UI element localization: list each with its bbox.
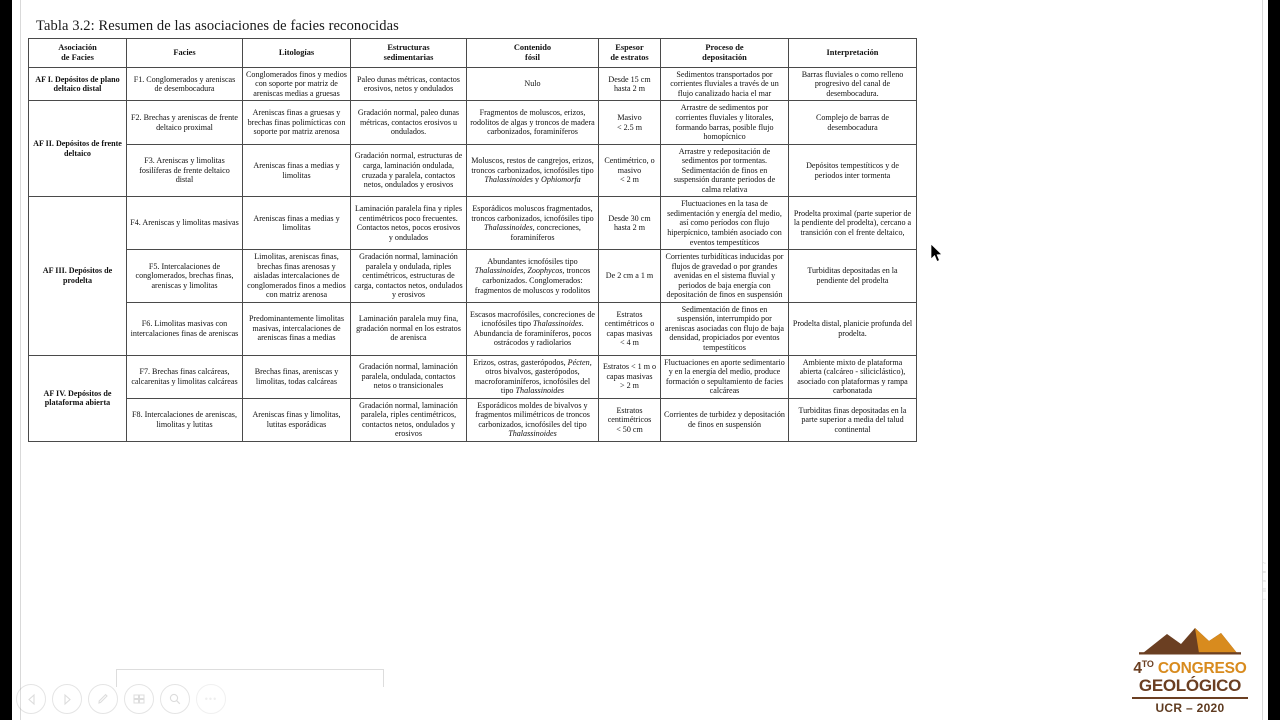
column-header-contenido: Contenido fósil <box>467 39 599 68</box>
espesor-cell: Desde 30 cm hasta 2 m <box>599 197 661 250</box>
presentation-toolbar[interactable] <box>16 684 226 714</box>
column-header-interpretacion: Interpretación <box>789 39 917 68</box>
estructuras-cell: Laminación paralela muy fina, gradación normal en los estratos de arenisca <box>351 302 467 355</box>
litologias-cell: Limolitas, areniscas finas, brechas finas arenosas y aisladas intercalaciones de conglomerados finos a medios con matriz arenosa <box>243 250 351 303</box>
litologias-cell: Areniscas finas a medias y limolitas <box>243 144 351 197</box>
proceso-cell: Fluctuaciones en aporte sedimentario y en la energía del medio, produce formación o sepultamiento de facies calcáreas <box>661 355 789 398</box>
interpretacion-cell: Ambiente mixto de plataforma abierta (calcáreo - siliciclástico), asociado con plataformas y rampa carbonatada <box>789 355 917 398</box>
espesor-cell: Estratos centimétricos < 50 cm <box>599 398 661 441</box>
logo-ordinal-suffix: TO <box>1141 659 1154 669</box>
facies-cell: F1. Conglomerados y areniscas de desembocadura <box>127 67 243 101</box>
more-options-button[interactable] <box>196 684 226 714</box>
table-row <box>29 398 917 441</box>
logo-divider <box>1132 697 1248 699</box>
espesor-cell: Masivo < 2.5 m <box>599 101 661 144</box>
proceso-cell: Arrastre de sedimentos por corrientes fluviales y litorales, formando barras, posible flujo homopícnico <box>661 101 789 144</box>
column-header-litologias: Litologías <box>243 39 351 68</box>
facies-cell: F6. Limolitas masivas con intercalaciones finas de areniscas <box>127 302 243 355</box>
slide-edge-text-fragment: ~ = ≈ ≡ − <box>1262 561 1266 603</box>
table-row <box>29 144 917 197</box>
proceso-cell: Fluctuaciones en la tasa de sedimentación y energía del medio, así como períodos con flujo hiperpícnico, también asociado con eventos tempestíticos <box>661 197 789 250</box>
logo-line2: GEOLÓGICO <box>1138 676 1242 696</box>
slide-guide-right <box>1262 0 1263 720</box>
column-header-asociacion: Asociación de Facies <box>29 39 127 68</box>
facies-summary-table <box>28 38 917 442</box>
espesor-cell: Centimétrico, o masivo < 2 m <box>599 144 661 197</box>
proceso-cell: Corrientes de turbidez y depositación de finos en suspensión <box>661 398 789 441</box>
interpretacion-cell: Turbiditas depositadas en la pendiente del prodelta <box>789 250 917 303</box>
contenido-cell: Esporádicos moldes de bivalvos y fragmentos milimétricos de troncos carbonizados, icnofósiles del tipo Thalassinoides <box>467 398 599 441</box>
contenido-cell: Abundantes icnofósiles tipo Thalassinoides, Zoophycos, troncos carbonizados. Conglomerados: fragmentos de moluscos y rodolitos <box>467 250 599 303</box>
table-row <box>29 101 917 144</box>
estructuras-cell: Gradación normal, laminación paralela, ondulada, contactos netos o transicionales <box>351 355 467 398</box>
espesor-cell: Estratos centimétricos o capas masivas < 4 m <box>599 302 661 355</box>
interpretacion-cell: Barras fluviales o como relleno progresivo del canal de desembocadura. <box>789 67 917 101</box>
contenido-cell: Escasos macrofósiles, concreciones de icnofósiles tipo Thalassinoides. Abundancia de foraminíferos, pocos ostrácodos y radiolarios <box>467 302 599 355</box>
association-cell: AF III. Depósitos de prodelta <box>29 197 127 355</box>
column-header-espesor: Espesor de estratos <box>599 39 661 68</box>
proceso-cell: Corrientes turbidíticas inducidas por flujos de gravedad o por grandes avenidas en el sistema fluvial y periodos de baja energía con depositación de finos en suspensión <box>661 250 789 303</box>
congress-logo <box>1126 626 1254 716</box>
facies-cell: F2. Brechas y areniscas de frente deltaico proximal <box>127 101 243 144</box>
zoom-button[interactable] <box>160 684 190 714</box>
interpretacion-cell: Prodelta distal, planicie profunda del prodelta. <box>789 302 917 355</box>
table-row <box>29 197 917 250</box>
association-cell: AF IV. Depósitos de plataforma abierta <box>29 355 127 441</box>
espesor-cell: Desde 15 cm hasta 2 m <box>599 67 661 101</box>
grid-slides-icon <box>132 692 146 706</box>
slide-guide-left <box>20 0 21 720</box>
facies-cell: F7. Brechas finas calcáreas, calcarenitas y limolitas calcáreas <box>127 355 243 398</box>
estructuras-cell: Gradación normal, estructuras de carga, laminación ondulada, cruzada y paralela, contactos netos, ondulados y erosivos <box>351 144 467 197</box>
espesor-cell: De 2 cm a 1 m <box>599 250 661 303</box>
espesor-cell: Estratos < 1 m o capas masivas > 2 m <box>599 355 661 398</box>
logo-line3: UCR – 2020 <box>1155 701 1225 716</box>
mountain-icon <box>1137 626 1243 656</box>
association-cell: AF II. Depósitos de frente deltaico <box>29 101 127 197</box>
facies-cell: F3. Areniscas y limolitas fosilíferas de frente deltaico distal <box>127 144 243 197</box>
association-cell: AF I. Depósitos de plano deltaico distal <box>29 67 127 101</box>
letterbox-left <box>0 0 12 720</box>
litologias-cell: Areniscas finas a medias y limolitas <box>243 197 351 250</box>
contenido-cell: Nulo <box>467 67 599 101</box>
letterbox-right <box>1268 0 1280 720</box>
litologias-cell: Conglomerados finos y medios con soporte por matriz de areniscas medias a gruesas <box>243 67 351 101</box>
logo-congreso-word: CONGRESO <box>1157 660 1247 678</box>
estructuras-cell: Gradación normal, paleo dunas métricas, contactos erosivos u ondulados. <box>351 101 467 144</box>
facies-cell: F4. Areniscas y limolitas masivas <box>127 197 243 250</box>
contenido-cell: Moluscos, restos de cangrejos, erizos, troncos carbonizados, icnofósiles tipo Thalassinoides y Ophiomorfa <box>467 144 599 197</box>
logo-number: 4 <box>1133 660 1142 678</box>
pen-tool-button[interactable] <box>88 684 118 714</box>
interpretacion-cell: Prodelta proximal (parte superior de la pendiente del prodelta), cercano a transición con el frente deltaico, <box>789 197 917 250</box>
estructuras-cell: Gradación normal, laminación paralela, riples centimétricos, contactos netos, ondulados y erosivos <box>351 398 467 441</box>
column-header-facies: Facies <box>127 39 243 68</box>
litologias-cell: Predominantemente limolitas masivas, intercalaciones de areniscas finas a medias <box>243 302 351 355</box>
more-options-label: ••• <box>204 694 218 704</box>
interpretacion-cell: Depósitos tempestíticos y de periodos inter tormenta <box>789 144 917 197</box>
pen-icon <box>96 692 110 706</box>
table-header-row <box>29 39 917 68</box>
facies-cell: F5. Intercalaciones de conglomerados, brechas finas, areniscas y limolitas <box>127 250 243 303</box>
cursor-arrow-icon <box>930 243 943 263</box>
all-slides-button[interactable] <box>124 684 154 714</box>
table-caption: Tabla 3.2: Resumen de las asociaciones de facies reconocidas <box>36 18 399 34</box>
interpretacion-cell: Complejo de barras de desembocadura <box>789 101 917 144</box>
previous-slide-button[interactable] <box>16 684 46 714</box>
table-row <box>29 67 917 101</box>
contenido-cell: Erizos, ostras, gasterópodos, Pécten, otros bivalvos, gasterópodos, macroforaminíferos, icnofósiles del tipo Thalassinoides <box>467 355 599 398</box>
litologias-cell: Areniscas finas y limolitas, lutitas esporádicas <box>243 398 351 441</box>
estructuras-cell: Gradación normal, laminación paralela y ondulada, riples centimétricos, estructuras de carga, contactos netos, ondulados y erosivos <box>351 250 467 303</box>
facies-cell: F8. Intercalaciones de areniscas, limolitas y lutitas <box>127 398 243 441</box>
column-header-estructuras: Estructuras sedimentarias <box>351 39 467 68</box>
triangle-right-icon <box>61 693 74 706</box>
mouse-cursor <box>930 243 943 268</box>
estructuras-cell: Paleo dunas métricas, contactos erosivos, netos y ondulados <box>351 67 467 101</box>
contenido-cell: Esporádicos moluscos fragmentados, troncos carbonizados, icnofósiles tipo Thalassinoides, concreciones, foraminíferos <box>467 197 599 250</box>
proceso-cell: Sedimentación de finos en suspensión, interrumpido por areniscas asociadas con flujo de baja densidad, propiciados por eventos tempestíticos <box>661 302 789 355</box>
table-row <box>29 355 917 398</box>
next-slide-button[interactable] <box>52 684 82 714</box>
contenido-cell: Fragmentos de moluscos, erizos, rodolitos de algas y troncos de madera carbonizados, foraminíferos <box>467 101 599 144</box>
litologias-cell: Areniscas finas a gruesas y brechas finas polimícticas con soporte por matriz arenosa <box>243 101 351 144</box>
magnifier-icon <box>168 692 182 706</box>
proceso-cell: Sedimentos transportados por corrientes fluviales a través de un flujo canalizado hacia el mar <box>661 67 789 101</box>
table-row <box>29 250 917 303</box>
column-header-proceso: Proceso de depositación <box>661 39 789 68</box>
interpretacion-cell: Turbiditas finas depositadas en la parte superior a media del talud continental <box>789 398 917 441</box>
litologias-cell: Brechas finas, areniscas y limolitas, todas calcáreas <box>243 355 351 398</box>
proceso-cell: Arrastre y redepositación de sedimentos por tormentas. Sedimentación de finos en suspensión durante periodos de calma relativa <box>661 144 789 197</box>
triangle-left-icon <box>25 693 38 706</box>
table-body <box>29 67 917 441</box>
table-row <box>29 302 917 355</box>
logo-line1 <box>1126 656 1254 677</box>
slide-canvas <box>12 0 1268 720</box>
estructuras-cell: Laminación paralela fina y riples centimétricos poco frecuentes. Contactos netos, pocos erosivos y ondulados <box>351 197 467 250</box>
